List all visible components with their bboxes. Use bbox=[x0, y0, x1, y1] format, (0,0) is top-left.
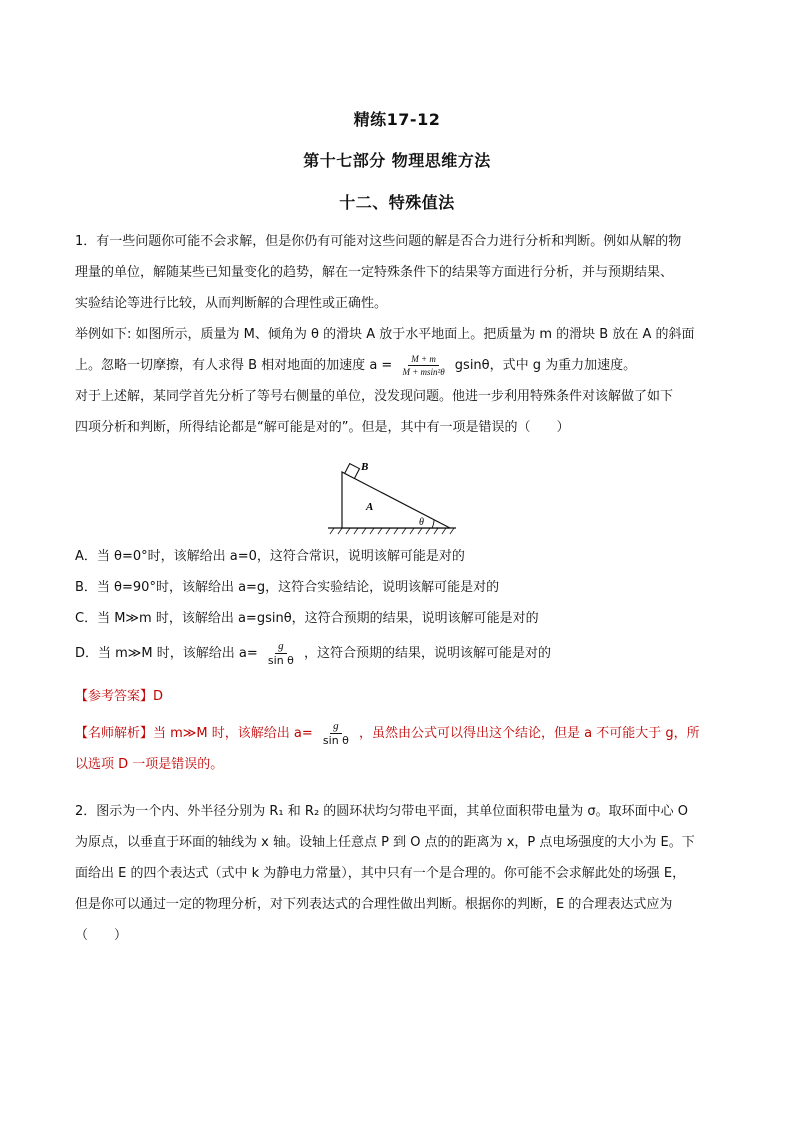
q1-example-pre: 上。忽略一切摩擦，有人求得 B 相对地面的加速度 a = bbox=[75, 358, 393, 373]
answer-value: D bbox=[153, 689, 164, 704]
q1-options bbox=[75, 541, 725, 669]
explanation-post: ，虽然由公式可以得出这个结论，但是 a 不可能大于 g，所 bbox=[359, 726, 700, 741]
g-over-sin-fraction bbox=[320, 719, 352, 748]
formula-numerator: M + m bbox=[408, 353, 439, 366]
frac-numerator: g bbox=[275, 639, 287, 654]
part-title: 第十七部分 物理思维方法 bbox=[303, 151, 491, 170]
exercise-code: 精练17-12 bbox=[353, 110, 441, 129]
formula-denominator: M + msin²θ bbox=[402, 367, 445, 377]
explanation-tag: 【名师解析】 bbox=[75, 726, 154, 741]
q1-example-line: 举例如下: 如图所示，质量为 M、倾角为 θ 的滑块 A 放于水平地面上。把质量为 m 的滑块 B 放在 A 的斜面 bbox=[75, 327, 695, 342]
q1-intro-line: 实验结论等进行比较，从而判断解的合理性或正确性。 bbox=[75, 296, 388, 311]
q1-example-post: gsinθ，式中 g 为重力加速度。 bbox=[454, 358, 637, 373]
section-title: 十二、特殊值法 bbox=[339, 193, 455, 212]
option-a: A．当 θ=0°时，该解给出 a=0，这符合常识，说明该解可能是对的 bbox=[75, 549, 465, 564]
wedge-a bbox=[342, 472, 450, 528]
q2-line: 但是你可以通过一定的物理分析，对下列表达式的合理性做出判断。根据你的判断，E 的合理表达式应为 bbox=[75, 897, 673, 912]
q2-answer-blank: （ ） bbox=[75, 928, 128, 943]
explanation-pre: 当 m≫M 时，该解给出 a= bbox=[153, 726, 313, 741]
q1-intro-line: 理量的单位，解随某些已知量变化的趋势，解在一定特殊条件下的结果等方面进行分析，并与预期结果、 bbox=[75, 265, 674, 280]
option-d-post: ，这符合预期的结果，说明该解可能是对的 bbox=[304, 646, 552, 661]
incline-diagram bbox=[328, 456, 458, 538]
g-over-sin-fraction bbox=[265, 639, 297, 668]
answer-block bbox=[75, 681, 725, 780]
question-2 bbox=[75, 796, 725, 951]
ground-hatching bbox=[330, 528, 454, 534]
option-c: C．当 M≫m 时，该解给出 a=gsinθ，这符合预期的结果，说明该解可能是对的 bbox=[75, 611, 539, 626]
q1-intro-line: 1．有一些问题你可能不会求解，但是你仍有可能对这些问题的解是否合力进行分析和判断。例如从解的物 bbox=[75, 234, 682, 249]
acceleration-formula bbox=[399, 353, 447, 378]
explanation-line-2: 以选项 D 一项是错误的。 bbox=[75, 757, 224, 772]
answer-line bbox=[75, 681, 725, 712]
frac-denominator: sin θ bbox=[267, 654, 294, 667]
q1-analysis-line: 四项分析和判断，所得结论都是“解可能是对的”。但是，其中有一项是错误的（ ） bbox=[75, 420, 570, 435]
answer-tag: 【参考答案】 bbox=[75, 689, 154, 704]
question-1 bbox=[75, 226, 725, 443]
option-d-pre: D．当 m≫M 时，该解给出 a= bbox=[75, 646, 258, 661]
option-b: B．当 θ=90°时，该解给出 a=g，这符合实验结论，说明该解可能是对的 bbox=[75, 580, 500, 595]
explanation-line bbox=[75, 718, 725, 749]
label-a: A bbox=[366, 501, 374, 513]
q1-example-formula-line bbox=[75, 350, 725, 381]
q2-line: 2．图示为一个内、外半径分别为 R₁ 和 R₂ 的圆环状均匀带电平面，其单位面积带电量为 σ。取环面中心 O bbox=[75, 804, 689, 819]
q2-line: 为原点，以垂直于环面的轴线为 x 轴。设轴上任意点 P 到 O 点的的距离为 x，P 点电场强度的大小为 E。下 bbox=[75, 835, 695, 850]
q1-analysis-line: 对于上述解，某同学首先分析了等号右侧量的单位，没发现问题。他进一步利用特殊条件对该解做了如下 bbox=[75, 389, 674, 404]
label-theta: θ bbox=[419, 517, 424, 528]
frac-numerator: g bbox=[330, 719, 342, 734]
label-b: B bbox=[361, 461, 369, 473]
frac-denominator: sin θ bbox=[322, 734, 349, 747]
q2-line: 面给出 E 的四个表达式（式中 k 为静电力常量），其中只有一个是合理的。你可能不会求解此处的场强 E， bbox=[75, 866, 686, 881]
option-d bbox=[75, 638, 725, 669]
